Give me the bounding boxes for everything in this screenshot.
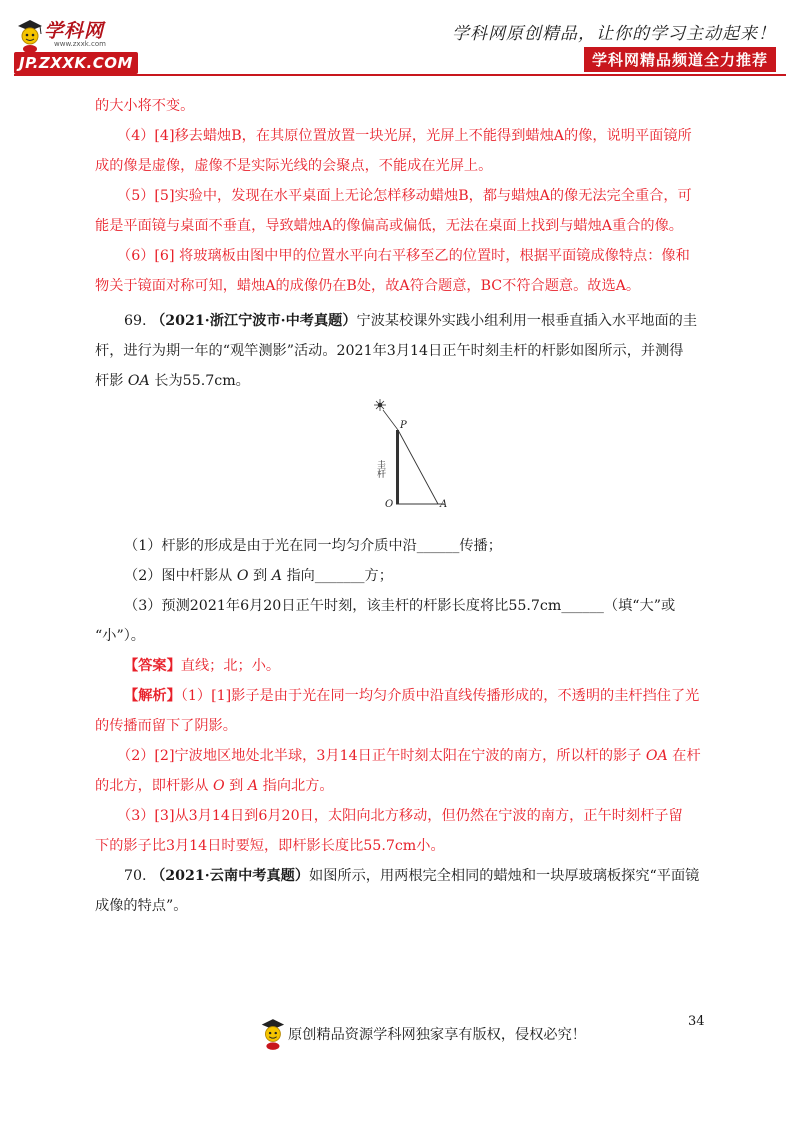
question-number: 69. [124, 313, 147, 329]
math-var: O [213, 778, 225, 794]
analysis-text: 到 [224, 778, 248, 794]
analysis-text: 在杆 [667, 748, 701, 764]
page-number: 34 [688, 1014, 705, 1029]
sub-question-2 [124, 566, 736, 586]
label-rod: 圭杆 [375, 460, 385, 478]
sun-icon [374, 399, 386, 411]
math-var: A [271, 568, 282, 584]
gnomon-rod [396, 430, 399, 504]
question-text: 杆，进行为期一年的“观竿测影”活动。2021年3月14日正午时刻圭杆的杆影如图所示，并测得 [95, 343, 684, 359]
question-70-header [124, 866, 736, 886]
analysis-line: （5）[5]实验中，发现在水平桌面上无论怎样移动蜡烛B，都与蜡烛A的像无法完全重合，可 [117, 188, 692, 204]
mascot-icon [14, 18, 44, 54]
analysis-text: 指向北方。 [258, 778, 334, 794]
analysis-text: 的北方，即杆影从 [95, 778, 214, 794]
analysis-line: 的传播而留下了阴影。 [95, 718, 237, 734]
analysis-line: （6）[6] 将玻璃板由图中甲的位置水平向右平移至乙的位置时，根据平面镜成像特点：像和 [117, 248, 690, 264]
analysis-line [117, 746, 729, 766]
analysis-line: 成的像是虚像，虚像不是实际光线的会聚点，不能成在光屏上。 [95, 158, 493, 174]
analysis-text: （1）[1]影子是由于光在同一均匀介质中沿直线传播形成的，不透明的圭杆挡住了光 [180, 688, 700, 704]
math-var: O [236, 568, 249, 584]
question-number: 70. [124, 868, 147, 884]
question-text: 如图所示，用两根完全相同的蜡烛和一块厚玻璃板探究“平面镜 [309, 868, 700, 884]
shadow-diagram [360, 396, 460, 510]
analysis-line: （3）[3]从3月14日到6月20日，太阳向北方移动，但仍然在宁波的南方，正午时刻杆子留 [117, 808, 683, 824]
analysis-tag: 【解析】 [124, 688, 181, 704]
logo-small-url: www.zxxk.com [54, 40, 106, 48]
analysis-text: （2）[2]宁波地区地处北半球，3月14日正午时刻太阳在宁波的南方，所以杆的影子 [117, 748, 646, 764]
sub-text: 到 [248, 568, 272, 584]
question-text: 成像的特点”。 [95, 898, 188, 914]
sub-question-3-cont: “小”）。 [95, 628, 145, 644]
question-source: （2021·云南中考真题） [151, 868, 310, 884]
math-var: A [247, 778, 259, 794]
sub-question-3: （3）预测2021年6月20日正午时刻，该圭杆的杆影长度将比55.7cm______（填“大”或 [124, 598, 676, 614]
header-slogan: 学科网原创精品，让你的学习主动起来！ [452, 24, 776, 44]
analysis-line: 物关于镜面对称可知，蜡烛A的成像仍在B处，故A符合题意，BC不符合题意。故选A。 [95, 278, 641, 294]
logo-name: 学科网 [44, 20, 105, 42]
light-ray [383, 410, 398, 430]
sub-text: 指向_______方； [281, 568, 393, 584]
header-divider [14, 74, 786, 76]
label-o: O [385, 499, 394, 510]
site-logo[interactable] [14, 14, 164, 74]
question-text: 宁波某校课外实践小组利用一根垂直插入水平地面的圭 [356, 313, 698, 329]
answer-line [124, 656, 736, 676]
question-text: 杆影 [95, 373, 128, 389]
analysis-line: 下的影子比3月14日时要短，即杆影长度比55.7cm小。 [95, 838, 445, 854]
math-var: OA [127, 373, 150, 389]
answer-tag: 【答案】 [124, 658, 181, 674]
answer-text: 直线；北；小。 [180, 658, 281, 674]
light-ray [398, 430, 438, 504]
sub-text: （2）图中杆影从 [124, 568, 237, 584]
sub-question-1: （1）杆影的形成是由于光在同一均匀介质中沿______传播； [124, 538, 502, 554]
analysis-line: （4）[4]移去蜡烛B，在其原位置放置一块光屏，光屏上不能得到蜡烛A的像，说明平面镜所 [117, 128, 692, 144]
copyright-notice: 原创精品资源学科网独家享有版权，侵权必究！ [288, 1027, 586, 1043]
math-var: OA [645, 748, 668, 764]
label-a: A [440, 499, 448, 510]
recommend-badge: 学科网精品频道全力推荐 [584, 47, 776, 72]
question-source: （2021·浙江宁波市·中考真题） [151, 313, 357, 329]
question-text-line [95, 371, 707, 391]
question-69-header [124, 311, 736, 331]
label-p: P [400, 420, 407, 431]
analysis-line [95, 776, 707, 796]
question-text: 长为55.7cm。 [149, 373, 250, 389]
analysis-line: 的大小将不变。 [95, 98, 195, 114]
analysis-line [124, 686, 736, 706]
logo-url-badge: JP.ZXXK.COM [14, 52, 138, 74]
analysis-line: 能是平面镜与桌面不垂直，导致蜡烛A的像偏高或偏低，无法在桌面上找到与蜡烛A重合的像。 [95, 218, 683, 234]
mascot-icon [258, 1016, 286, 1052]
